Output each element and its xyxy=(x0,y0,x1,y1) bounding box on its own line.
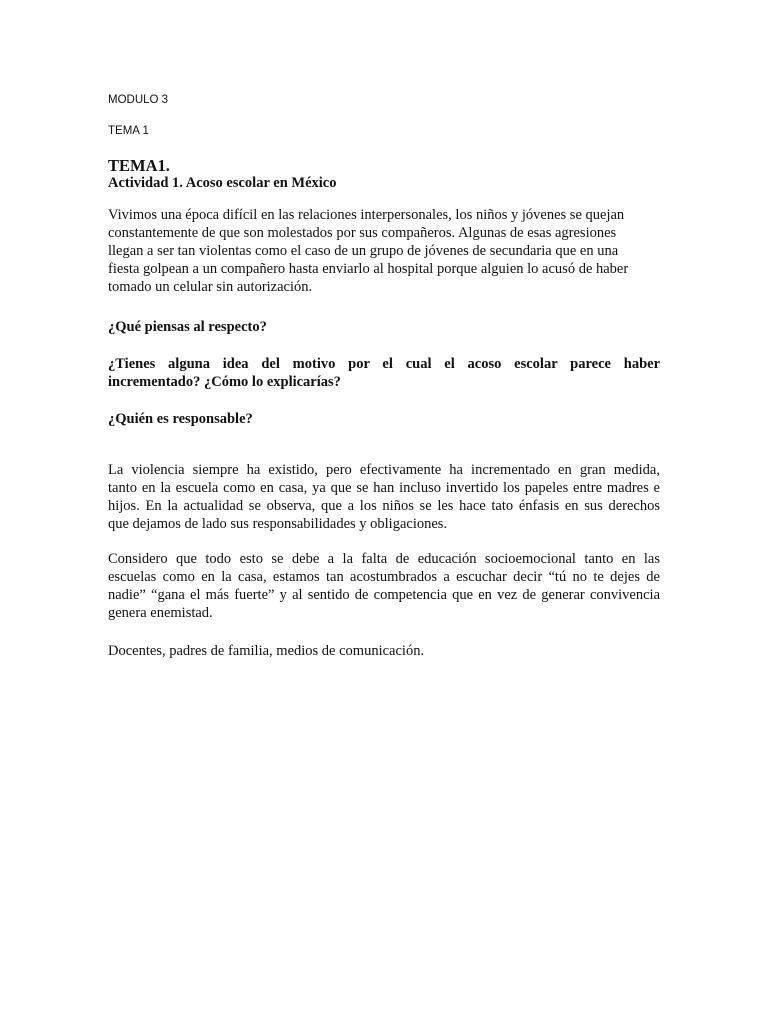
text-line: nadie” “gana el más fuerte” y al sentido de competencia que en vez de generar convivencia xyxy=(108,587,660,603)
intro-paragraph xyxy=(108,206,660,296)
text-line: escuelas como en la casa, estamos tan acostumbrados a escuchar decir “tú no te dejes de xyxy=(108,569,660,585)
topic-label: TEMA 1 xyxy=(108,125,149,137)
text-line: constantemente de que son molestados por sus compañeros. Algunas de esas agresiones xyxy=(108,225,617,241)
question-1: ¿Qué piensas al respecto? xyxy=(108,319,267,335)
text-line: genera enemistad. xyxy=(108,605,213,621)
text-line: incrementado? ¿Cómo lo explicarías? xyxy=(108,374,341,390)
question-2 xyxy=(108,355,660,391)
module-label: MODULO 3 xyxy=(108,94,169,106)
text-line: tanto en la escuela como en casa, ya que se han incluso invertido los papeles entre madres e xyxy=(108,480,660,496)
text-line: tomado un celular sin autorización. xyxy=(108,279,313,295)
activity-title: Actividad 1. Acoso escolar en México xyxy=(108,175,337,191)
text-line: Considero que todo esto se debe a la falta de educación socioemocional tanto en las xyxy=(108,551,660,567)
answer-2 xyxy=(108,550,660,622)
text-line: fiesta golpean a un compañero hasta enviarlo al hospital porque alguien lo acusó de haber xyxy=(108,261,629,277)
text-line: ¿Tienes alguna idea del motivo por el cual el acoso escolar parece haber xyxy=(108,356,660,372)
text-line: La violencia siempre ha existido, pero efectivamente ha incrementado en gran medida, xyxy=(108,462,660,478)
question-3: ¿Quién es responsable? xyxy=(108,411,253,427)
answer-1 xyxy=(108,461,660,533)
text-line: que dejamos de lado sus responsabilidades y obligaciones. xyxy=(108,516,448,532)
section-heading: TEMA1. xyxy=(108,156,170,175)
answer-3: Docentes, padres de familia, medios de comunicación. xyxy=(108,643,425,659)
text-line: Vivimos una época difícil en las relaciones interpersonales, los niños y jóvenes se quejan xyxy=(108,207,625,223)
text-line: hijos. En la actualidad se observa, que a los niños se les hace tato énfasis en sus derechos xyxy=(108,498,660,514)
text-line: llegan a ser tan violentas como el caso de un grupo de jóvenes de secundaria que en una xyxy=(108,243,619,259)
